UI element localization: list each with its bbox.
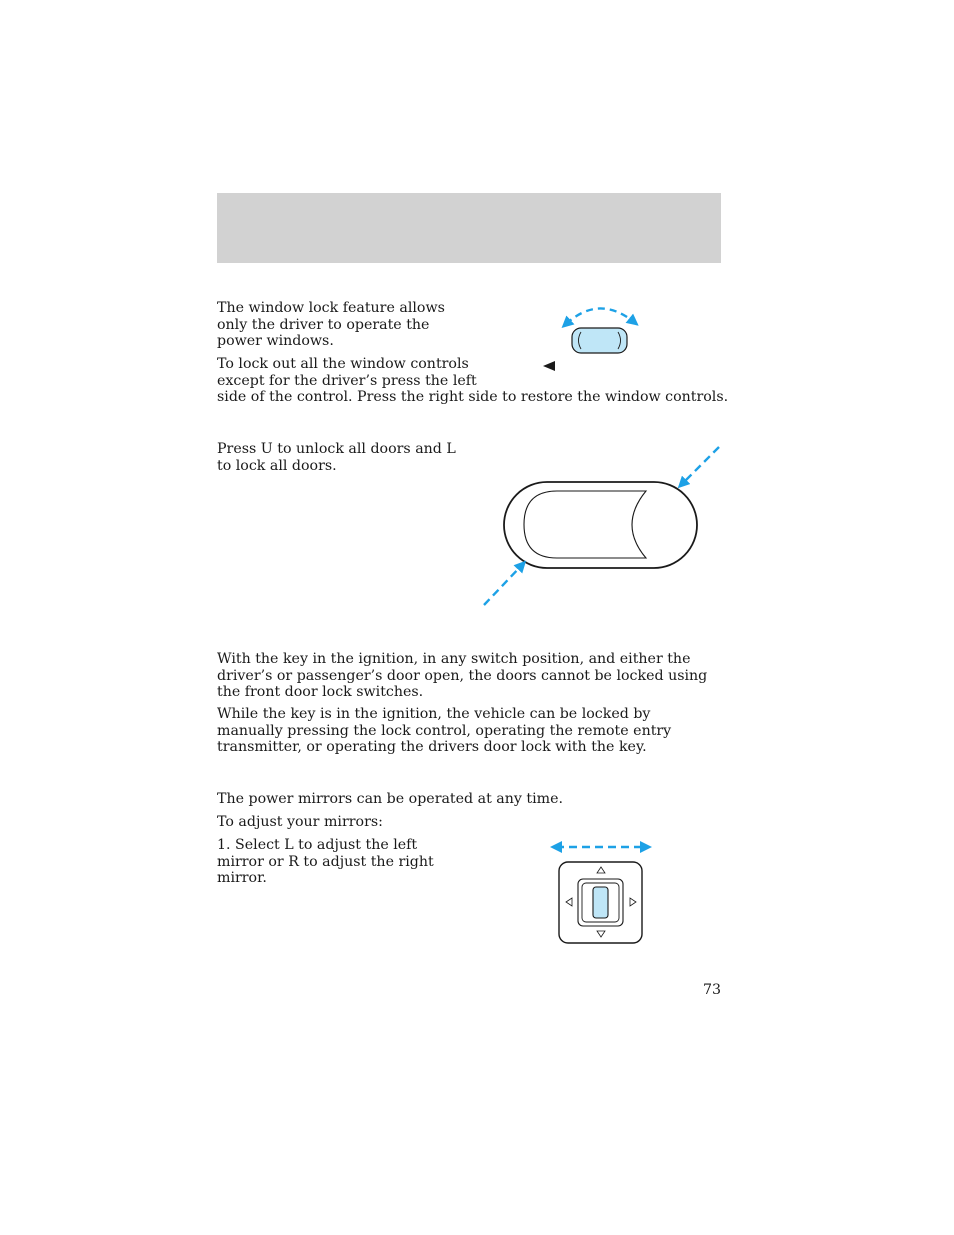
rocker-direction-arrow xyxy=(566,308,634,324)
left-pointer-icon xyxy=(543,361,555,371)
mirror-control-figure xyxy=(548,836,658,948)
power-mirrors-steps-heading: To adjust your mirrors: xyxy=(217,814,383,830)
door-lock-switch-figure xyxy=(480,440,725,610)
window-lock-intro: The window lock feature allows only the driver to operate the power windows. xyxy=(217,300,445,349)
power-mirrors-intro: The power mirrors can be operated at any time. xyxy=(217,791,564,807)
door-lock-rocker xyxy=(504,482,697,568)
page-number: 73 xyxy=(702,982,721,998)
window-lock-instructions-line-1: To lock out all the window controls xyxy=(217,356,469,372)
window-lock-instructions-line-2: except for the driver’s press the left xyxy=(217,372,477,389)
lock-arrow xyxy=(682,447,719,484)
window-lock-instructions-line-3: side of the control. Press the right side to restore the window controls. xyxy=(217,389,729,405)
door-lock-instruction: Press U to unlock all doors and L to lock all doors. xyxy=(217,441,456,474)
mirror-select-switch xyxy=(593,887,608,918)
section-header-band xyxy=(217,193,721,263)
power-mirrors-step-1: 1. Select L to adjust the left mirror or R to adjust the right mirror. xyxy=(217,837,434,886)
door-lock-manual-note: While the key is in the ignition, the vehicle can be locked by manually pressing the lock control, operating the remote entry transmitter, or operating the drivers door lock with the key. xyxy=(217,706,672,755)
unlock-arrow xyxy=(484,565,522,605)
window-lock-switch-figure xyxy=(540,300,650,375)
window-lock-button xyxy=(572,328,627,353)
door-lock-ignition-note: With the key in the ignition, in any switch position, and either the driver’s or passenger’s door open, the doors cannot be locked using the front door lock switches. xyxy=(217,651,708,700)
